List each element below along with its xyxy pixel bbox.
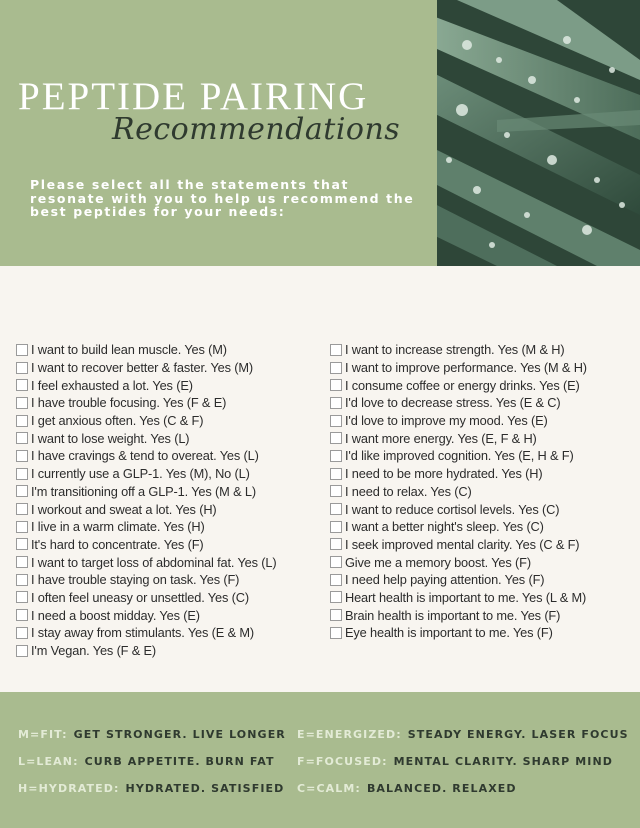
legend-entry	[297, 755, 613, 768]
checklist-item-label: I want to recover better & faster. Yes (M)	[31, 360, 254, 376]
checkbox-icon[interactable]	[330, 397, 342, 409]
legend-footer	[0, 692, 640, 828]
legend-key: M=FIT:	[18, 728, 68, 741]
checklist-item[interactable]	[330, 394, 635, 412]
checkbox-icon[interactable]	[16, 591, 28, 603]
checklist-item-label: Give me a memory boost. Yes (F)	[345, 554, 531, 570]
checklist-item-label: I need to relax. Yes (C)	[345, 483, 472, 499]
checklist-item[interactable]	[330, 412, 635, 430]
checklist-item[interactable]	[16, 394, 328, 412]
legend-key: H=HYDRATED:	[18, 782, 120, 795]
checklist-item[interactable]	[330, 429, 635, 447]
checklist-item-label: I'm Vegan. Yes (F & E)	[31, 643, 157, 659]
checklist-item[interactable]	[16, 465, 328, 483]
checklist-item-label: I'd like improved cognition. Yes (E, H & F)	[345, 448, 574, 464]
checkbox-icon[interactable]	[330, 344, 342, 356]
checklist-item[interactable]	[16, 500, 328, 518]
legend-description: HYDRATED. SATISFIED	[125, 782, 285, 795]
checklist-item[interactable]	[330, 341, 635, 359]
checklist-item-label: I want to lose weight. Yes (L)	[31, 430, 190, 446]
checkbox-icon[interactable]	[330, 503, 342, 515]
checklist-item-label: I want to target loss of abdominal fat. Yes (L)	[31, 554, 277, 570]
leaves-photo	[437, 0, 640, 266]
checkbox-icon[interactable]	[330, 485, 342, 497]
checkbox-icon[interactable]	[330, 627, 342, 639]
legend-entry	[18, 755, 275, 768]
checklist-item[interactable]	[330, 359, 635, 377]
legend-entry	[18, 728, 286, 741]
checklist-item[interactable]	[16, 553, 328, 571]
legend-key: F=FOCUSED:	[297, 755, 388, 768]
legend-row	[18, 755, 628, 771]
checklist-item-label: I want a better night's sleep. Yes (C)	[345, 519, 544, 535]
checklist-item-label: I'd love to improve my mood. Yes (E)	[345, 413, 548, 429]
checklist-item[interactable]	[16, 624, 328, 642]
checklist-item[interactable]	[16, 341, 328, 359]
checkbox-icon[interactable]	[16, 397, 28, 409]
checklist-item-label: I live in a warm climate. Yes (H)	[31, 519, 205, 535]
checklist-item[interactable]	[16, 429, 328, 447]
checklist-item-label: I need a boost midday. Yes (E)	[31, 607, 200, 623]
checklist-item[interactable]	[330, 553, 635, 571]
checkbox-icon[interactable]	[330, 591, 342, 603]
checkbox-icon[interactable]	[16, 627, 28, 639]
checkbox-icon[interactable]	[330, 450, 342, 462]
legend-description: MENTAL CLARITY. SHARP MIND	[393, 755, 614, 768]
checkbox-icon[interactable]	[16, 415, 28, 427]
legend-description: BALANCED. RELAXED	[366, 782, 517, 795]
checkbox-icon[interactable]	[330, 609, 342, 621]
checklist-item[interactable]	[330, 465, 635, 483]
checkbox-icon[interactable]	[16, 362, 28, 374]
checklist-item-label: I currently use a GLP-1. Yes (M), No (L)	[31, 466, 250, 482]
checklist-item-label: I stay away from stimulants. Yes (E & M)	[31, 625, 254, 641]
checklist-item[interactable]	[330, 483, 635, 501]
legend-row	[18, 728, 628, 744]
checkbox-icon[interactable]	[16, 645, 28, 657]
legend-key: C=CALM:	[297, 782, 361, 795]
checkbox-icon[interactable]	[16, 556, 28, 568]
checkbox-icon[interactable]	[16, 485, 28, 497]
checklist-item-label: I feel exhausted a lot. Yes (E)	[31, 377, 193, 393]
legend-description: STEADY ENERGY. LASER FOCUS	[407, 728, 629, 741]
legend-key: E=ENERGIZED:	[297, 728, 402, 741]
checkbox-icon[interactable]	[16, 574, 28, 586]
checklist-item[interactable]	[16, 571, 328, 589]
checkbox-icon[interactable]	[330, 362, 342, 374]
checklist-item[interactable]	[16, 376, 328, 394]
checklist-item[interactable]	[16, 359, 328, 377]
checklist-item-label: I have trouble focusing. Yes (F & E)	[31, 395, 227, 411]
checklist-item-label: I want more energy. Yes (E, F & H)	[345, 430, 537, 446]
checklist-left-column	[16, 341, 328, 659]
checkbox-icon[interactable]	[330, 379, 342, 391]
checklist-item-label: I'd love to decrease stress. Yes (E & C)	[345, 395, 561, 411]
checklist-item-label: I often feel uneasy or unsettled. Yes (C)	[31, 589, 249, 605]
page-title: PEPTIDE PAIRING	[18, 75, 369, 118]
checkbox-icon[interactable]	[16, 450, 28, 462]
checklist-item[interactable]	[16, 518, 328, 536]
checklist-item[interactable]	[330, 518, 635, 536]
checklist-item-label: I'm transitioning off a GLP-1. Yes (M & L)	[31, 483, 256, 499]
checkbox-icon[interactable]	[16, 344, 28, 356]
checklist-right-column	[330, 341, 635, 642]
checklist-item-label: I need help paying attention. Yes (F)	[345, 572, 545, 588]
checklist-item-label: I workout and sweat a lot. Yes (H)	[31, 501, 217, 517]
checklist-item-label: Brain health is important to me. Yes (F)	[345, 607, 561, 623]
checklist-item-label: It's hard to concentrate. Yes (F)	[31, 536, 204, 552]
checklist-item-label: I have trouble staying on task. Yes (F)	[31, 572, 240, 588]
checkbox-icon[interactable]	[330, 538, 342, 550]
checklist-item[interactable]	[330, 624, 635, 642]
checklist-item[interactable]	[330, 536, 635, 554]
checklist-item[interactable]	[16, 642, 328, 660]
checklist-item[interactable]	[16, 412, 328, 430]
checkbox-icon[interactable]	[16, 468, 28, 480]
checklist-item[interactable]	[330, 500, 635, 518]
checklist-item[interactable]	[16, 536, 328, 554]
checklist-item[interactable]	[16, 483, 328, 501]
checklist-item-label: Eye health is important to me. Yes (F)	[345, 625, 553, 641]
checklist-item[interactable]	[16, 589, 328, 607]
checklist-item[interactable]	[330, 606, 635, 624]
legend-row	[18, 782, 628, 798]
script-subtitle: Recommendations	[112, 112, 401, 147]
checklist-item[interactable]	[330, 447, 635, 465]
checkbox-icon[interactable]	[16, 503, 28, 515]
checklist-item-label: I get anxious often. Yes (C & F)	[31, 413, 204, 429]
checklist-item[interactable]	[16, 606, 328, 624]
checklist-item[interactable]	[330, 376, 635, 394]
header-banner	[0, 0, 640, 266]
checklist-item-label: I want to reduce cortisol levels. Yes (C)	[345, 501, 560, 517]
checklist-item-label: I consume coffee or energy drinks. Yes (E)	[345, 377, 580, 393]
checkbox-icon[interactable]	[330, 432, 342, 444]
checklist-item-label: I want to build lean muscle. Yes (M)	[31, 342, 227, 358]
checklist-item-label: I seek improved mental clarity. Yes (C & F)	[345, 536, 580, 552]
legend-description: GET STRONGER. LIVE LONGER	[73, 728, 286, 741]
checkbox-icon[interactable]	[330, 521, 342, 533]
legend-description: CURB APPETITE. BURN FAT	[84, 755, 275, 768]
checkbox-icon[interactable]	[16, 432, 28, 444]
checklist-item-label: I want to increase strength. Yes (M & H)	[345, 342, 565, 358]
checkbox-icon[interactable]	[16, 521, 28, 533]
checklist-item[interactable]	[330, 589, 635, 607]
legend-key: L=LEAN:	[18, 755, 79, 768]
checkbox-icon[interactable]	[16, 379, 28, 391]
checkbox-icon[interactable]	[330, 415, 342, 427]
leaves-photo-icon	[437, 0, 640, 266]
checklist-item-label: Heart health is important to me. Yes (L & M)	[345, 589, 587, 605]
checklist-item[interactable]	[16, 447, 328, 465]
checkbox-icon[interactable]	[330, 468, 342, 480]
checkbox-icon[interactable]	[16, 538, 28, 550]
checklist-item-label: I want to improve performance. Yes (M & H)	[345, 360, 587, 376]
legend-entry	[297, 782, 517, 795]
checklist-item-label: I have cravings & tend to overeat. Yes (L)	[31, 448, 259, 464]
checklist-item[interactable]	[330, 571, 635, 589]
checkbox-icon[interactable]	[16, 609, 28, 621]
checkbox-icon[interactable]	[330, 556, 342, 568]
checklist-item-label: I need to be more hydrated. Yes (H)	[345, 466, 543, 482]
legend-entry	[297, 728, 629, 741]
legend-entry	[18, 782, 284, 795]
intro-instructions: Please select all the statements that resonate with you to help us recommend the best peptides for your needs:	[30, 177, 415, 219]
checkbox-icon[interactable]	[330, 574, 342, 586]
